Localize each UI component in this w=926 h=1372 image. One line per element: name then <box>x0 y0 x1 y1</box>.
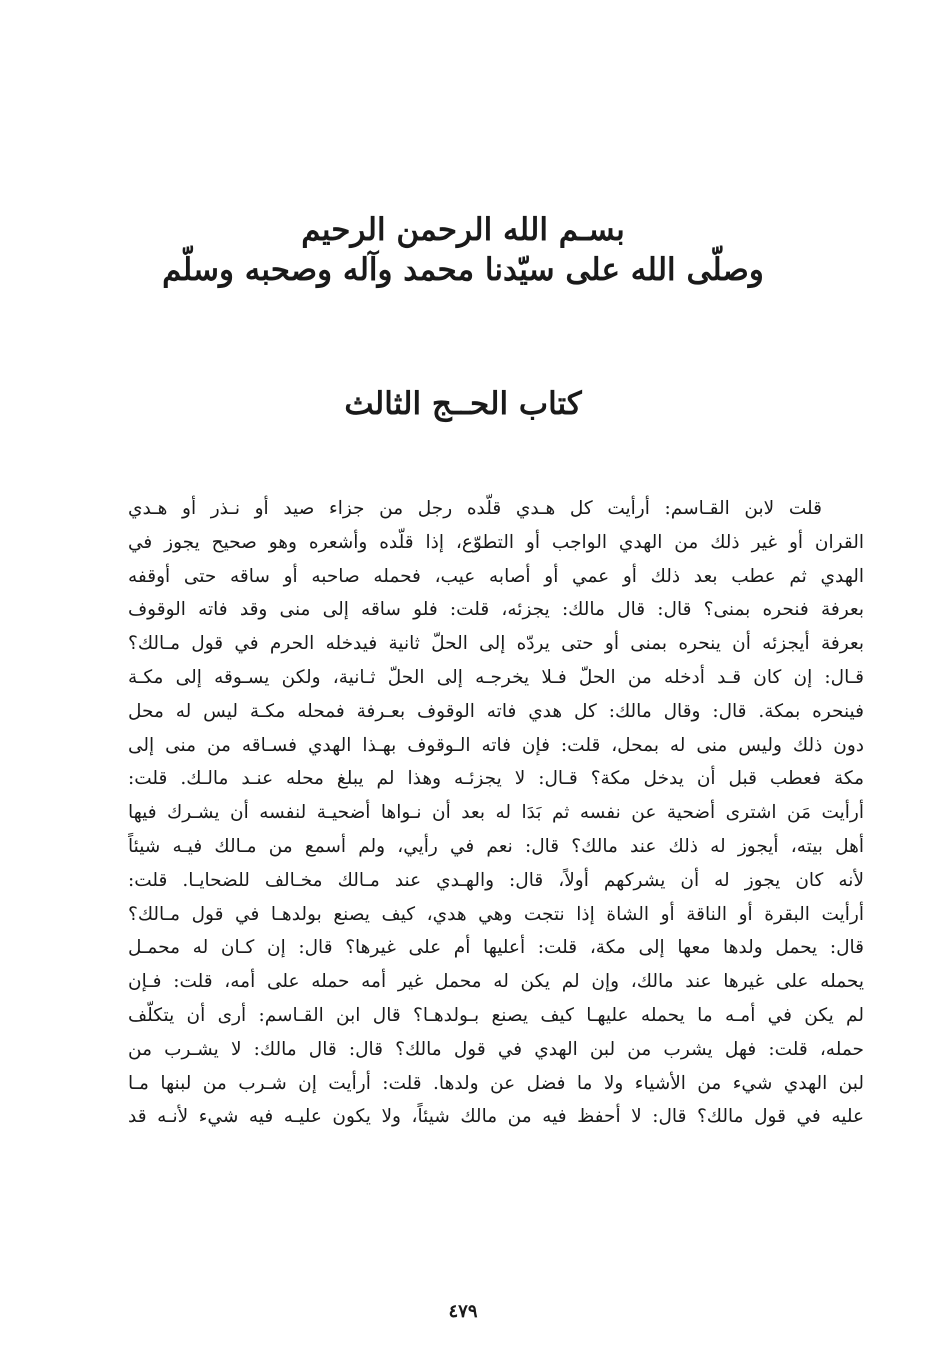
salawat-line: وصلّى الله على سيّدنا محمد وآله وصحبه وسلّم <box>162 252 764 288</box>
chapter-title: كتاب الحــج الثالث <box>344 386 582 422</box>
text-line: قال: يحمل ولدها معها إلى مكة، قلت: أعليها أم على غيرها؟ قال: إن كـان له محمـل <box>128 937 864 959</box>
text-line: أرأيت البقرة أو الناقة أو الشاة إذا نتجت وهي هدي، كيف يصنع بولدهـا في قول مـالك؟ <box>128 903 864 925</box>
text-line: دون ذلك وليس منى له بمحل، قلت: فإن فاته الـوقوف بهـذا الهدي فسـاقه من منى إلى <box>128 734 864 756</box>
text-line: بعرفة فنحره بمنى؟ قال: قال مالك: يجزئه، قلت: فلو ساقه إلى منى وقد فاته الوقوف <box>128 599 864 621</box>
text-line: قـال: إن كان قـد أدخله من الحلّ فـلا يخرجـه إلى الحلّ ثـانية، ولكن يسـوقه إلى مكـة <box>128 666 864 688</box>
text-line: قلت لابن القـاسم: أرأيت كل هـدي قلّده رجل من جزاء صيد أو نـذر أو هـدي <box>128 498 822 519</box>
text-line: فينحره بمكة. قال: وقال مالك: كل هدي فاته الوقوف بعـرفة فمحله مكـة ليس له محل <box>128 700 864 722</box>
text-line: عليه في قول مالك؟ قال: لا أحفظ فيه من مالك شيئاً، ولا يكون عليـه فيه شيء لأنـه قد <box>128 1106 864 1128</box>
text-line: لبن الهدي شيء من الأشياء ولا ما فضل عن ولدها. قلت: أرأيت إن شـرب من لبنها مـا <box>128 1072 864 1094</box>
text-line: أرأيت مَن اشترى أضحية عن نفسه ثم بَدَا له بعد أن نـواها أضحيـة لنفسه أن يشـرك فيها <box>128 802 864 824</box>
basmala-line: بسـم الله الرحمن الرحيم <box>301 212 625 248</box>
text-line: لأنه كان يجوز له أن يشركهم أولاً، قال: والهـدي عند مـالك مخـالف للضحايـا. قلت: <box>128 869 864 891</box>
text-line: القران أو غير ذلك من الهدي الواجب أو التطوّع، إذا قلّده وأشعره وهو صحيح يجوز في <box>128 531 864 553</box>
text-line: مكة فعطب قبل أن يدخل مكة؟ قـال: لا يجزئـه وهذا لم يبلغ محله عنـد مالـك. قلت: <box>128 768 864 790</box>
text-line: الهدي ثم عطب بعد ذلك أو عمي أو أصابه عيب، فحمله صاحبه أو ساقه حتى أوقفه <box>128 565 864 587</box>
text-line: حمله، قلت: فهل يشرب من لبن الهدي في قول مالك؟ قال: قال مالك: لا يشـرب من <box>128 1038 864 1060</box>
text-line: أهل بيته، أيجوز له ذلك عند مالك؟ قال: نعم في رأيي، ولم أسمع من مـالك فيـه شيئاً <box>128 835 864 857</box>
text-line: يحمله على غيرها عند مالك، وإن لم يكن له محمل غير أمه حمله على أمه، قلت: فـإن <box>128 971 864 993</box>
text-line: بعرفة أيجزئه أن ينحره بمنى أو حتى يردّه إلى الحلّ ثانية فيدخله الحرم في قول مـالك؟ <box>128 633 864 655</box>
body-text <box>128 492 864 1134</box>
page-number: ٤٧٩ <box>448 1301 478 1322</box>
text-line: لم يكن في أمـه ما يحمله عليهـا كيف يصنع بـولدهـا؟ قال ابن القـاسم: أرى أن يتكلّف <box>128 1004 864 1026</box>
